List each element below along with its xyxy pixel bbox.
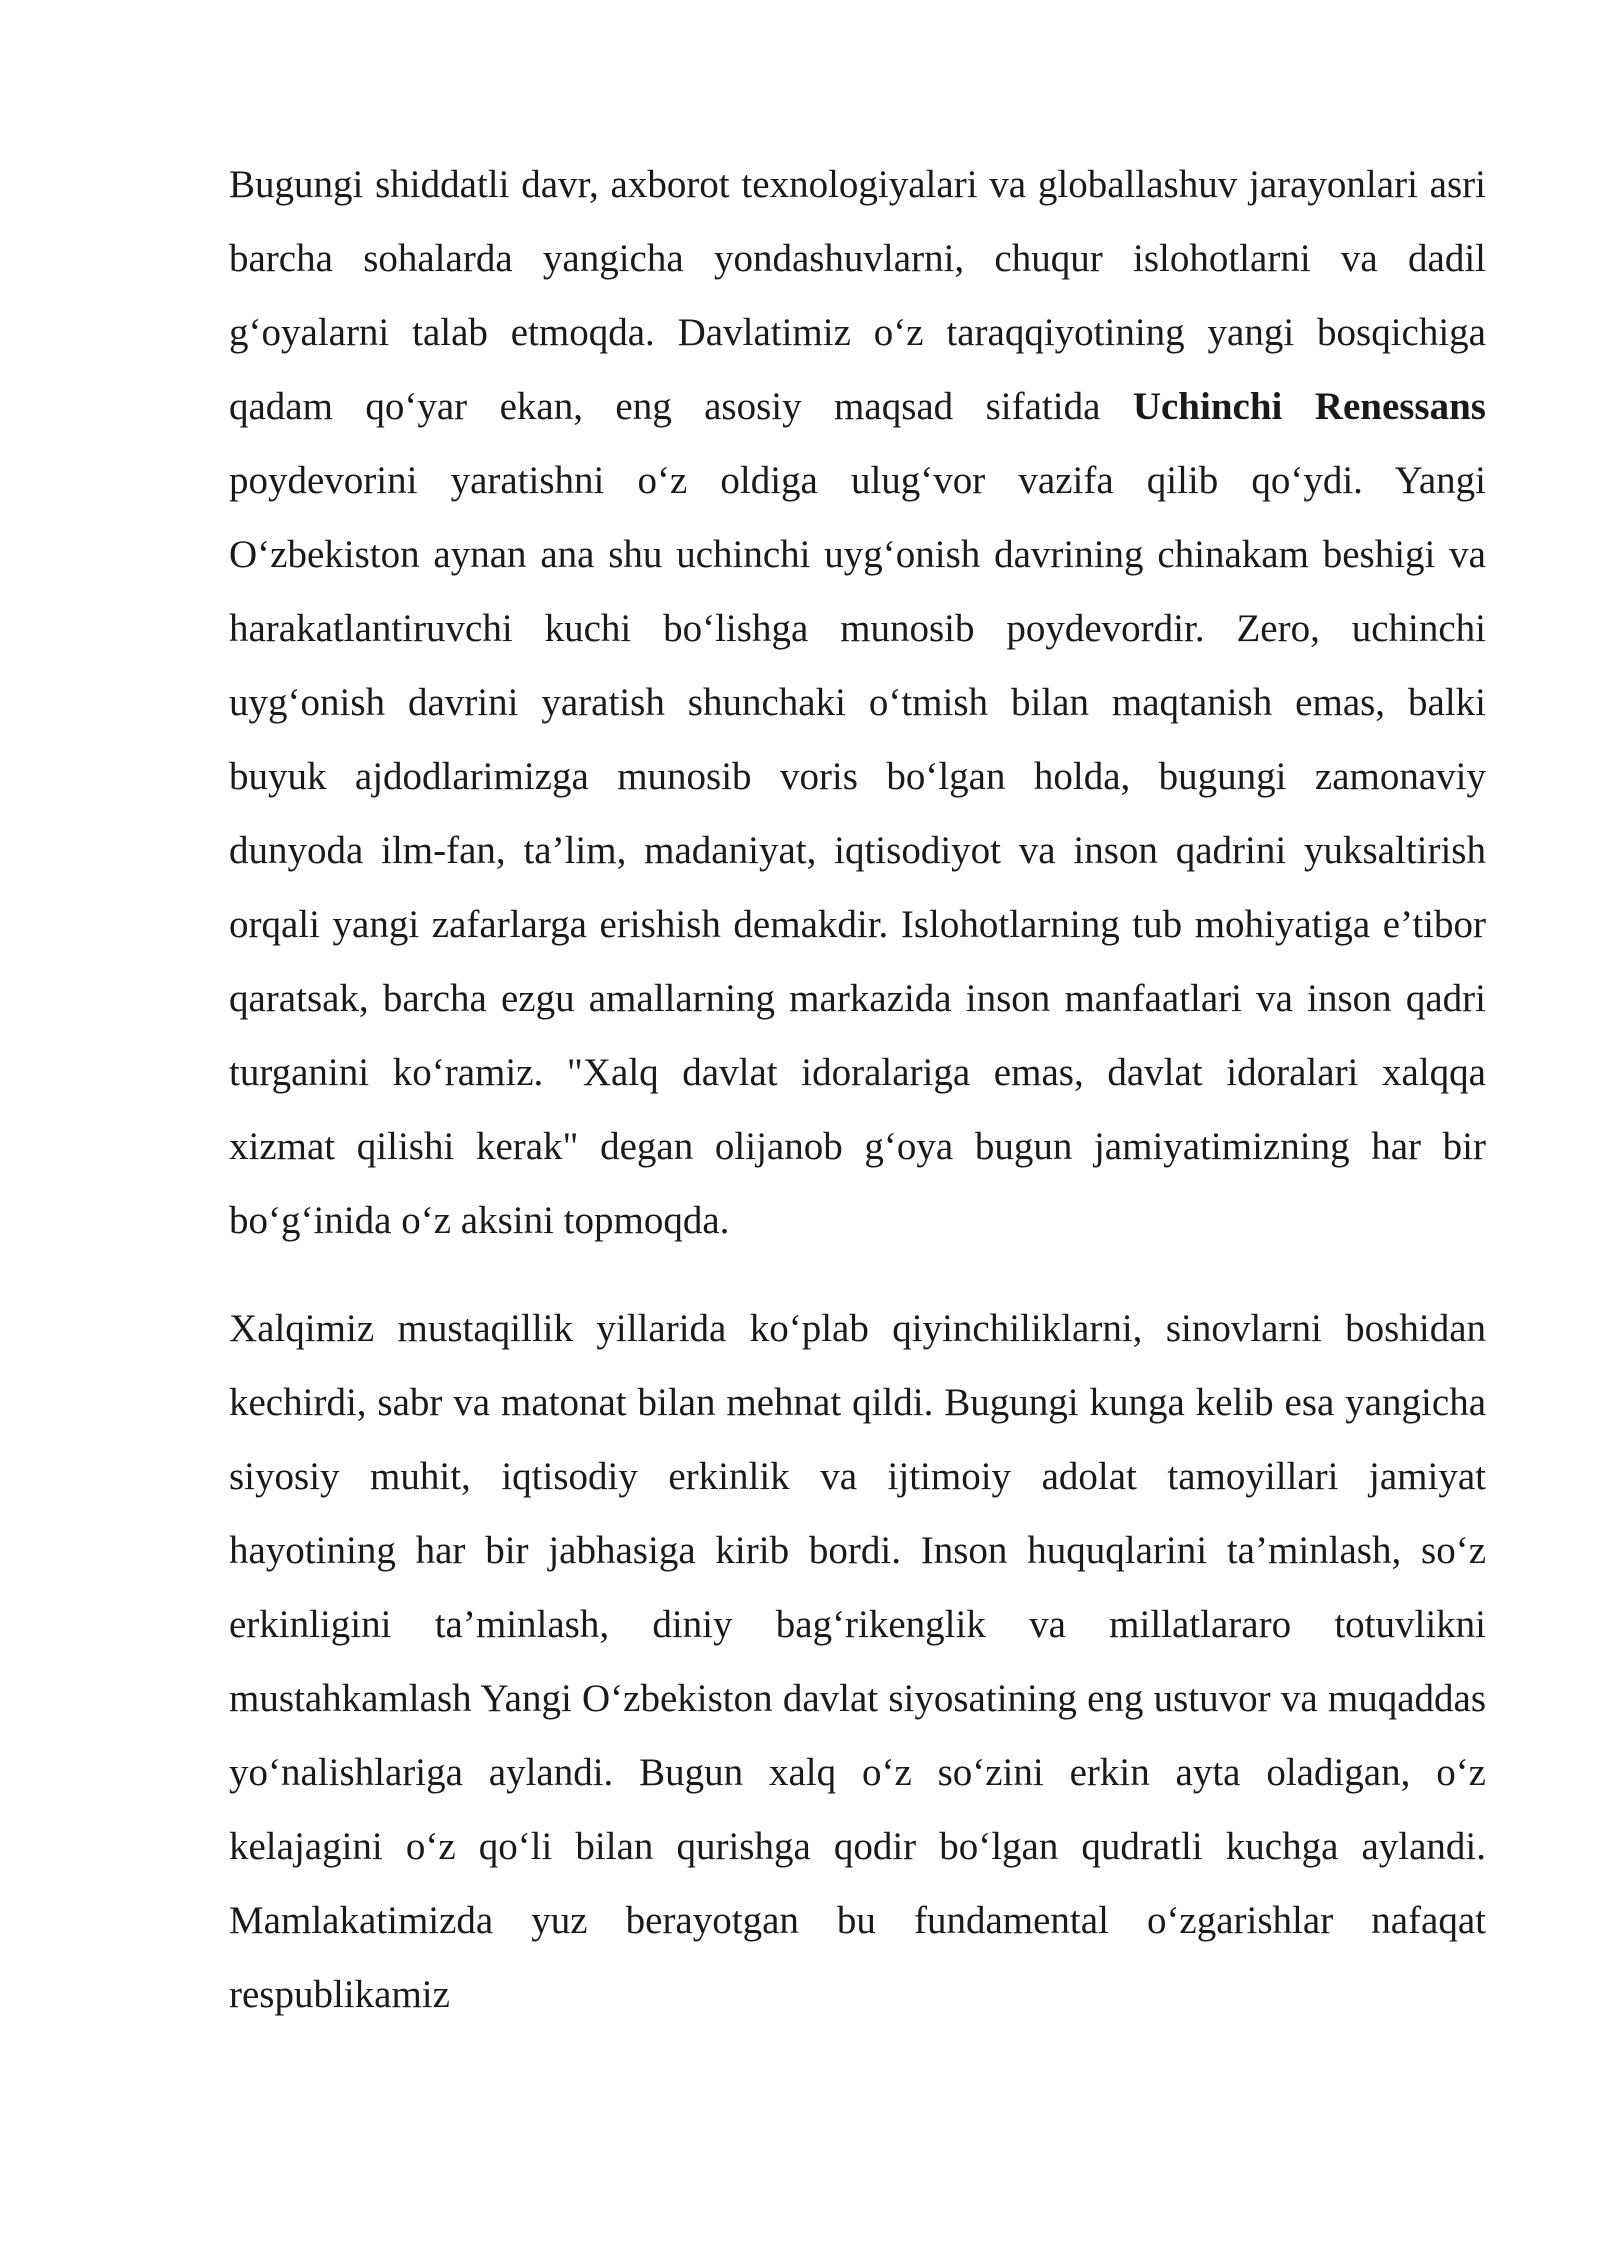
paragraph-1-text-before: Bugungi shiddatli davr, axborot texnologiyalari va globallashuv jarayonlari asri barcha sohalarda yangicha yondashuvlarni, chuqur islohotlarni va dadil g‘oyalarni talab etmoqda. Davlatimiz o‘z taraqqiyotining yangi bosqichiga qadam qo‘yar ekan, eng asosiy maqsad sifatida [229, 163, 1486, 428]
paragraph-1-text-after: poydevorini yaratishni o‘z oldiga ulug‘vor vazifa qilib qo‘ydi. Yangi O‘zbekiston aynan ana shu uchinchi uyg‘onish davrining chinakam beshigi va harakatlantiruvchi kuchi bo‘lishga munosib poydevordir. Zero, uchinchi uyg‘onish davrini yaratish shunchaki o‘tmish bilan maqtanish emas, balki buyuk ajdodlarimizga munosib voris bo‘lgan holda, bugungi zamonaviy dunyoda ilm-fan, ta’lim, madaniyat, iqtisodiyot va inson qadrini yuksaltirish orqali yangi zafarlarga erishish demakdir. Islohotlarning tub mohiyatiga e’tibor qaratsak, barcha ezgu amallarning markazida inson manfaatlari va inson qadri turganini ko‘ramiz. "Xalq davlat idoralariga emas, davlat idoralari xalqqa xizmat qilishi kerak" degan olijanob g‘oya bugun jamiyatimizning har bir bo‘g‘inida o‘z aksini topmoqda. [229, 459, 1486, 1242]
paragraph-2: Xalqimiz mustaqillik yillarida ko‘plab qiyinchiliklarni, sinovlarni boshidan kechirdi, sabr va matonat bilan mehnat qildi. Bugungi kunga kelib esa yangicha siyosiy muhit, iqtisodiy erkinlik va ijtimoiy adolat tamoyillari jamiyat hayotining har bir jabhasiga kirib bordi. Inson huquqlarini ta’minlash, so‘z erkinligini ta’minlash, diniy bag‘rikenglik va millatlararo totuvlikni mustahkamlash Yangi O‘zbekiston davlat siyosatining eng ustuvor va muqaddas yo‘nalishlariga aylandi. Bugun xalq o‘z so‘zini erkin ayta oladigan, o‘z kelajagini o‘z qo‘li bilan qurishga qodir bo‘lgan qudratli kuchga aylandi. Mamlakatimizda yuz berayotgan bu fundamental o‘zgarishlar nafaqat respublikamiz [229, 1307, 1486, 2016]
bold-term: Uchinchi Renessans [1132, 385, 1486, 428]
paragraph-1 [229, 148, 1486, 1258]
body-text [229, 148, 1486, 2032]
